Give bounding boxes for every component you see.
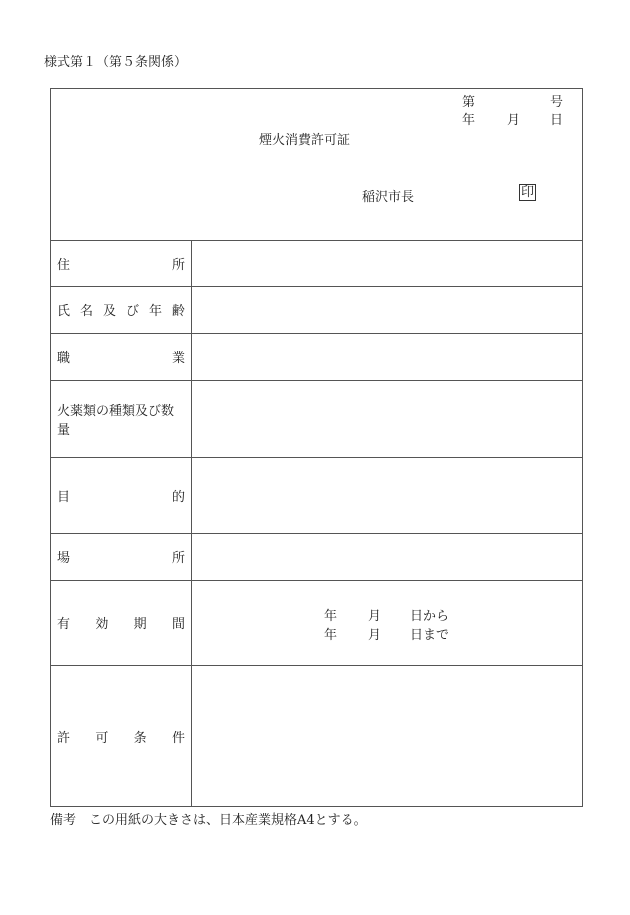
document-title: 煙火消費許可証: [259, 133, 351, 148]
period-to-month: 月: [368, 628, 382, 643]
seal-mark: 印: [521, 185, 535, 200]
form-number-label: 様式第１（第５条関係）: [44, 55, 188, 70]
label-permit-conditions: 許 可 条 件: [57, 731, 185, 746]
issue-date-month: 月: [507, 113, 521, 128]
period-from-day: 日から: [410, 609, 450, 624]
label-occupation: 職 業: [57, 351, 185, 366]
period-to-year: 年: [324, 628, 338, 643]
period-to-day: 日まで: [410, 628, 450, 643]
issue-date-day: 日: [550, 113, 564, 128]
period-from-month: 月: [368, 609, 382, 624]
label-address: 住 所: [57, 257, 185, 273]
label-fireworks-type-quantity: 火薬類の種類及び数量: [57, 403, 175, 438]
permit-number-suffix: 号: [550, 95, 564, 110]
label-location: 場 所: [57, 551, 185, 566]
permit-number-prefix: 第: [462, 95, 476, 110]
permit-form-table: [50, 88, 583, 807]
label-validity-period: 有 効 期 間: [57, 617, 185, 632]
label-column-divider: [191, 240, 192, 806]
paper-size-note: 備考 この用紙の大きさは、日本産業規格A4とする。: [50, 813, 367, 828]
issuer-name: 稲沢市長: [362, 190, 415, 205]
label-name-and-age: 氏 名 及 び 年 齢: [57, 304, 185, 319]
label-purpose: 目 的: [57, 489, 185, 505]
issue-date-year: 年: [462, 113, 476, 128]
period-from-year: 年: [324, 609, 338, 624]
